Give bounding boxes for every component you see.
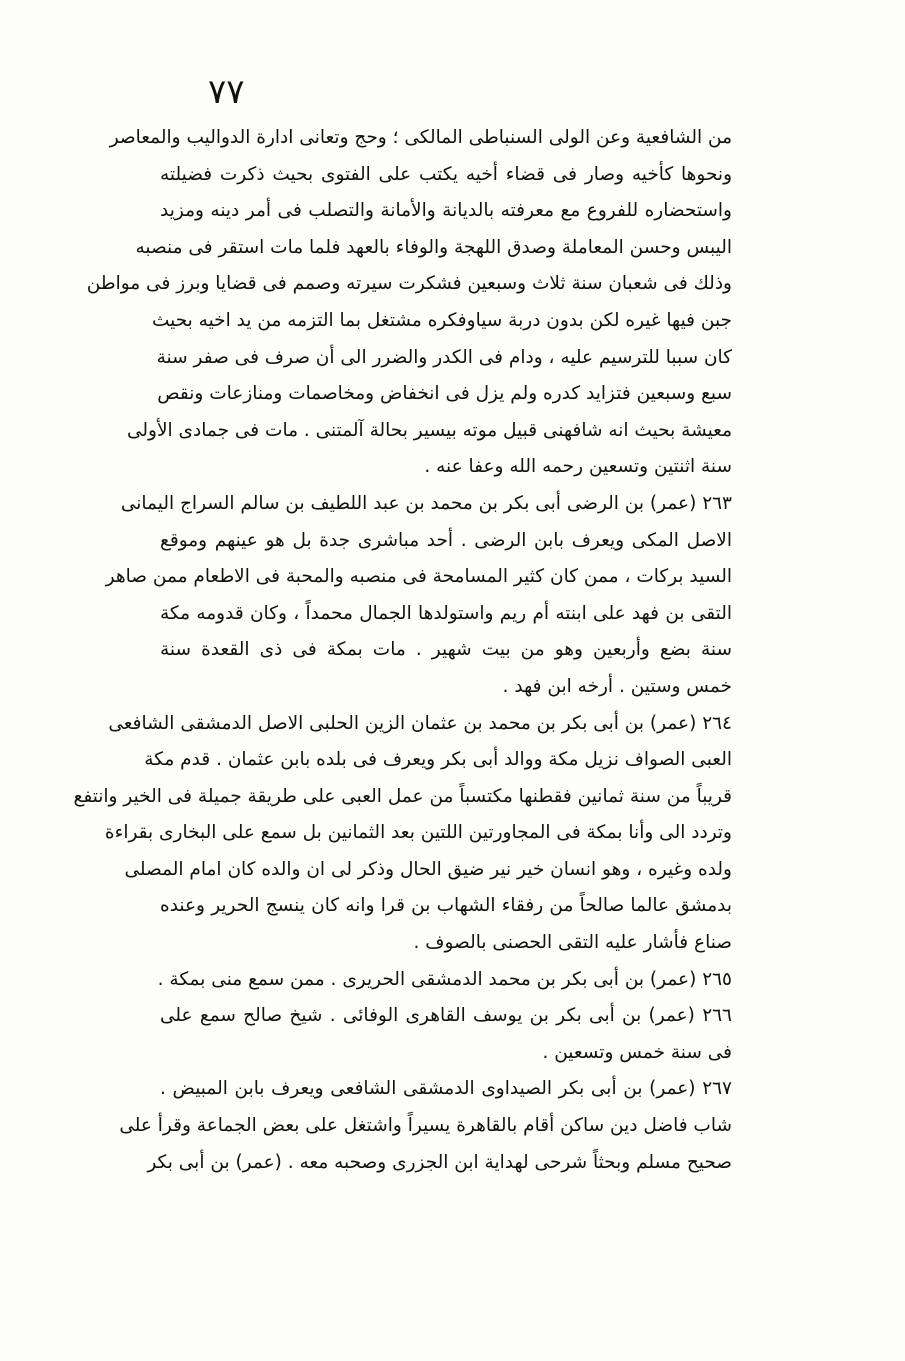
page-number: ٧٧ <box>208 72 245 112</box>
entry-264-line: ٢٦٤ (عمر) بن أبى بكر بن محمد بن عثمان الزين الحلبى الاصل الدمشقى الشافعى <box>108 712 732 734</box>
entry-266-line: ٢٦٦ (عمر) بن أبى بكر بن يوسف القاهرى الوفائى . شيخ صالح سمع على <box>160 1005 732 1027</box>
text-line: اليبس وحسن المعاملة وصدق اللهجة والوفاء بالعهد فلما مات استقر فى منصبه <box>135 236 732 258</box>
text-line: خمس وستين . أرخه ابن فهد . <box>502 675 732 697</box>
text-line: الاصل المكى ويعرف بابن الرضى . أحد مباشرى جدة بل هو عينهم وموقع <box>160 529 732 551</box>
text-line: سبع وسبعين فتزايد كدره ولم يزل فى انخفاض ومخاصمات ومنازعات ونقص <box>157 383 732 405</box>
page-body-text <box>73 120 732 1181</box>
text-line: صناع فأشار عليه التقى الحصنى بالصوف . <box>413 932 732 954</box>
text-line: فى سنة خمس وتسعين . <box>542 1041 732 1063</box>
text-line: شاب فاضل دين ساكن أقام بالقاهرة يسيراً واشتغل على بعض الجماعة وقرأ على <box>119 1115 732 1137</box>
text-line: جبن فيها غيره لكن بدون دربة سياوفكره مشتغل بما التزمه من يد اخيه بحيث <box>151 309 732 331</box>
text-line: كان سببا للترسيم عليه ، ودام فى الكدر والضرر الى أن صرف فى صفر سنة <box>156 346 732 368</box>
text-line: وتردد الى وأنا بمكة فى المجاورتين اللتين بعد الثمانين بل سمع على البخارى بقراءة <box>104 822 732 844</box>
text-line: من الشافعية وعن الولى السنباطى المالكى ؛ وحج وتعانى ادارة الدواليب والمعاصر <box>109 127 732 148</box>
entry-265-line: ٢٦٥ (عمر) بن أبى بكر بن محمد الدمشقى الحريرى . ممن سمع منى بمكة . <box>157 968 732 990</box>
text-line: ونحوها كأخيه وصار فى قضاء أخيه يكتب على الفتوى بحيث ذكرت فضيلته <box>160 163 732 185</box>
entry-267-line: ٢٦٧ (عمر) بن أبى بكر الصيداوى الدمشقى الشافعى ويعرف بابن المبيض . <box>160 1078 732 1100</box>
text-line: سنة بضع وأربعين وهو من بيت شهير . مات بمكة فى ذى القعدة سنة <box>160 639 732 661</box>
text-line: وذلك فى شعبان سنة ثلاث وسبعين فشكرت سيرته وصمم فى قضايا وبرز فى مواطن <box>86 273 732 295</box>
text-line: ولده وغيره ، وهو انسان خير نير ضيق الحال وذكر لى ان والده كان امام المصلى <box>124 858 732 880</box>
text-line: سنة اثنتين وتسعين رحمه الله وعفا عنه . <box>424 456 732 478</box>
text-line: بدمشق عالما صالحاً من رفقاء الشهاب بن قرا وانه كان ينسج الحرير وعنده <box>160 895 732 917</box>
text-line: صحيح مسلم وبحثاً شرحى لهداية ابن الجزرى وصحبه معه . (عمر) بن أبى بكر <box>147 1151 732 1173</box>
text-line: السيد بركات ، ممن كان كثير المسامحة فى منصبه والمحبة فى الاطعام ممن صاهر <box>105 566 732 588</box>
entry-263-line: ٢٦٣ (عمر) بن الرضى أبى بكر بن محمد بن عبد اللطيف بن سالم السراج اليمانى <box>120 492 732 514</box>
text-line: واستحضاره للفروع مع معرفته بالديانة والأمانة والتصلب فى أمر دينه ومزيد <box>160 200 732 222</box>
text-line: قريباً من سنة ثمانين فقطنها مكتسباً من عمل العبى على طريقة جميلة فى الخير وانتفع <box>73 785 732 807</box>
text-line: معيشة بحيث انه شافهنى قبيل موته بيسير بحالة آلمتنى . مات فى جمادى الأولى <box>126 419 732 441</box>
text-line: التقى بن فهد على ابنته أم ريم واستولدها الجمال محمداً ، وكان قدومه مكة <box>160 602 732 624</box>
text-line: العبى الصواف نزيل مكة ووالد أبى بكر ويعرف فى بلده بابن عثمان . قدم مكة <box>144 749 732 771</box>
